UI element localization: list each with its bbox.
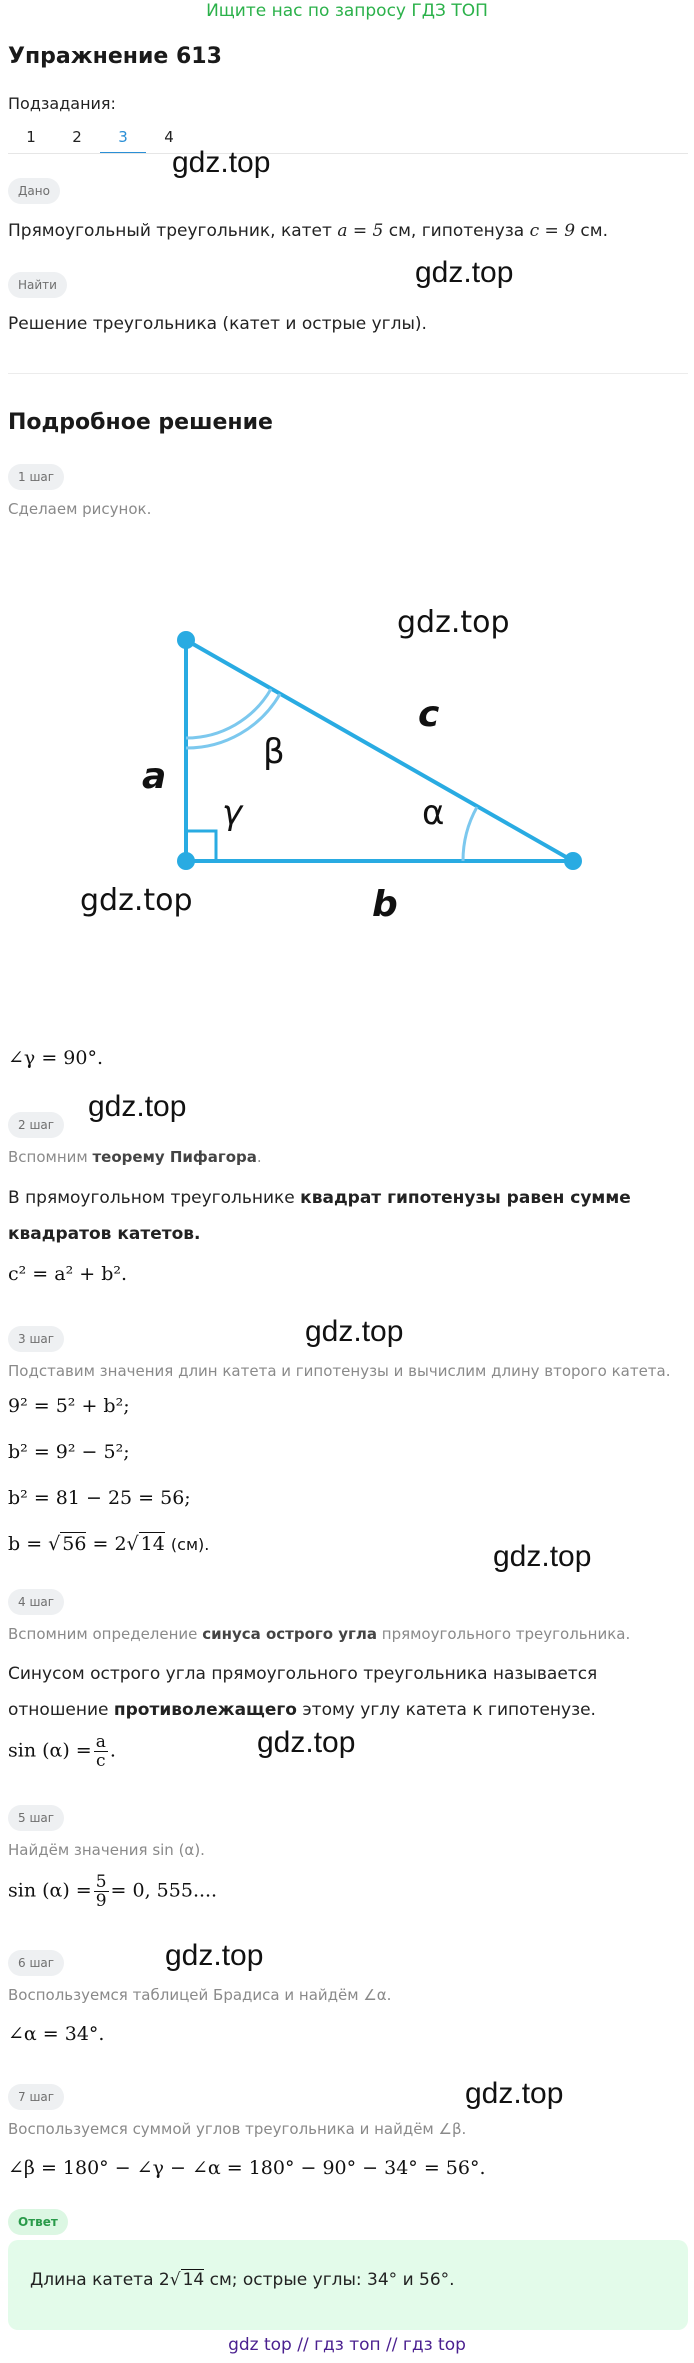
step-4-pill: 4 шаг — [8, 1589, 64, 1615]
section-divider — [8, 373, 688, 374]
tab-2[interactable]: 2 — [72, 128, 82, 146]
tab-3[interactable]: 3 — [100, 120, 146, 154]
step-4-formula: sin (α) = $\frac{a}{c}$ . — [8, 1732, 116, 1771]
label-gamma: γ — [222, 793, 243, 833]
step-5-pill: 5 шаг — [8, 1805, 64, 1831]
watermark: gdz.top — [165, 1939, 264, 1972]
step-3-formula-3: b² = 81 − 25 = 56; — [8, 1487, 191, 1509]
page-title: Упражнение 613 — [8, 44, 222, 69]
watermark: gdz.top — [415, 256, 514, 289]
step-3-text: Подставим значения длин катета и гипотенузы и вычислим длину второго катета. — [8, 1362, 671, 1380]
step-7-pill: 7 шаг — [8, 2084, 64, 2110]
watermark: gdz.top — [305, 1315, 404, 1348]
given-c: c = 9 — [529, 221, 576, 241]
side-c — [186, 640, 573, 861]
triangle-figure — [0, 560, 694, 980]
step-7-text: Воспользуемся суммой углов треугольника и найдём ∠β. — [8, 2120, 467, 2138]
given-pill: Дано — [8, 178, 60, 204]
label-c: c — [418, 694, 440, 735]
given-text: Прямоугольный треугольник, катет a = 5 см, гипотенуза c = 9 см. — [8, 221, 608, 241]
watermark: gdz.top — [257, 1726, 356, 1759]
watermark: gdz.top — [172, 146, 271, 179]
solution-title: Подробное решение — [8, 410, 273, 435]
answer-box — [8, 2240, 688, 2330]
step-4-text: Вспомним определение синуса острого угла прямоугольного треугольника. — [8, 1625, 631, 1643]
tab-1[interactable]: 1 — [26, 128, 36, 146]
label-beta: β — [263, 732, 285, 772]
given-a: a = 5 — [337, 221, 384, 241]
step-3-formula-4: b = √ 56 = 2√ 14 (см). — [8, 1533, 210, 1555]
step-6-pill: 6 шаг — [8, 1950, 64, 1976]
label-a: a — [142, 756, 167, 797]
label-b: b — [372, 884, 398, 925]
step-3-formula-2: b² = 9² − 5²; — [8, 1441, 130, 1463]
answer-pill: Ответ — [8, 2209, 68, 2235]
watermark: gdz.top — [80, 883, 193, 918]
subtasks-label: Подзадания: — [8, 94, 116, 113]
vertex-alpha — [564, 852, 582, 870]
angle-alpha-arc — [463, 807, 477, 861]
vertex-right-angle — [177, 852, 195, 870]
label-alpha: α — [422, 793, 445, 833]
vertex-top — [177, 631, 195, 649]
watermark: gdz.top — [465, 2077, 564, 2110]
step-6-formula: ∠α = 34°. — [8, 2023, 105, 2045]
search-hint-link[interactable]: Ищите нас по запросу ГДЗ ТОП — [206, 1, 488, 21]
step-1-pill: 1 шаг — [8, 464, 64, 490]
step-5-text: Найдём значения sin (α). — [8, 1841, 205, 1859]
angle-beta-arc-outer — [186, 689, 271, 738]
step-2-body: В прямоугольном треугольнике квадрат гипотенузы равен сумме квадратов катетов. — [8, 1188, 631, 1244]
tab-4[interactable]: 4 — [164, 128, 174, 146]
answer-text: Длина катета 2√ 14 см; острые углы: 34° и 56°. — [30, 2270, 455, 2290]
step-4-body: Синусом острого угла прямоугольного треугольника называется отношение противолежащего этому углу катета к гипотенузе. — [8, 1664, 598, 1720]
find-text: Решение треугольника (катет и острые углы). — [8, 314, 427, 334]
watermark: gdz.top — [397, 605, 510, 640]
subtask-tabs — [8, 120, 192, 154]
step-7-formula: ∠β = 180° − ∠γ − ∠α = 180° − 90° − 34° = 56°. — [8, 2157, 486, 2179]
watermark: gdz.top — [88, 1090, 187, 1123]
watermark: gdz.top — [493, 1540, 592, 1573]
step-2-pill: 2 шаг — [8, 1112, 64, 1138]
step-2-text: Вспомним теорему Пифагора. — [8, 1148, 262, 1166]
tabs-divider — [8, 153, 688, 154]
step-1-formula: ∠γ = 90°. — [8, 1047, 103, 1069]
find-pill: Найти — [8, 272, 67, 298]
step-1-text: Сделаем рисунок. — [8, 500, 152, 518]
step-6-text: Воспользуемся таблицей Брадиса и найдём ∠α. — [8, 1986, 392, 2004]
step-3-pill: 3 шаг — [8, 1326, 64, 1352]
step-2-formula: c² = a² + b². — [8, 1263, 128, 1285]
step-5-formula: sin (α) = $\frac{5}{9}$ = 0, 555.... — [8, 1872, 218, 1911]
footer-links[interactable]: gdz top // гдз топ // гдз top — [228, 2335, 466, 2355]
step-3-formula-1: 9² = 5² + b²; — [8, 1395, 130, 1417]
